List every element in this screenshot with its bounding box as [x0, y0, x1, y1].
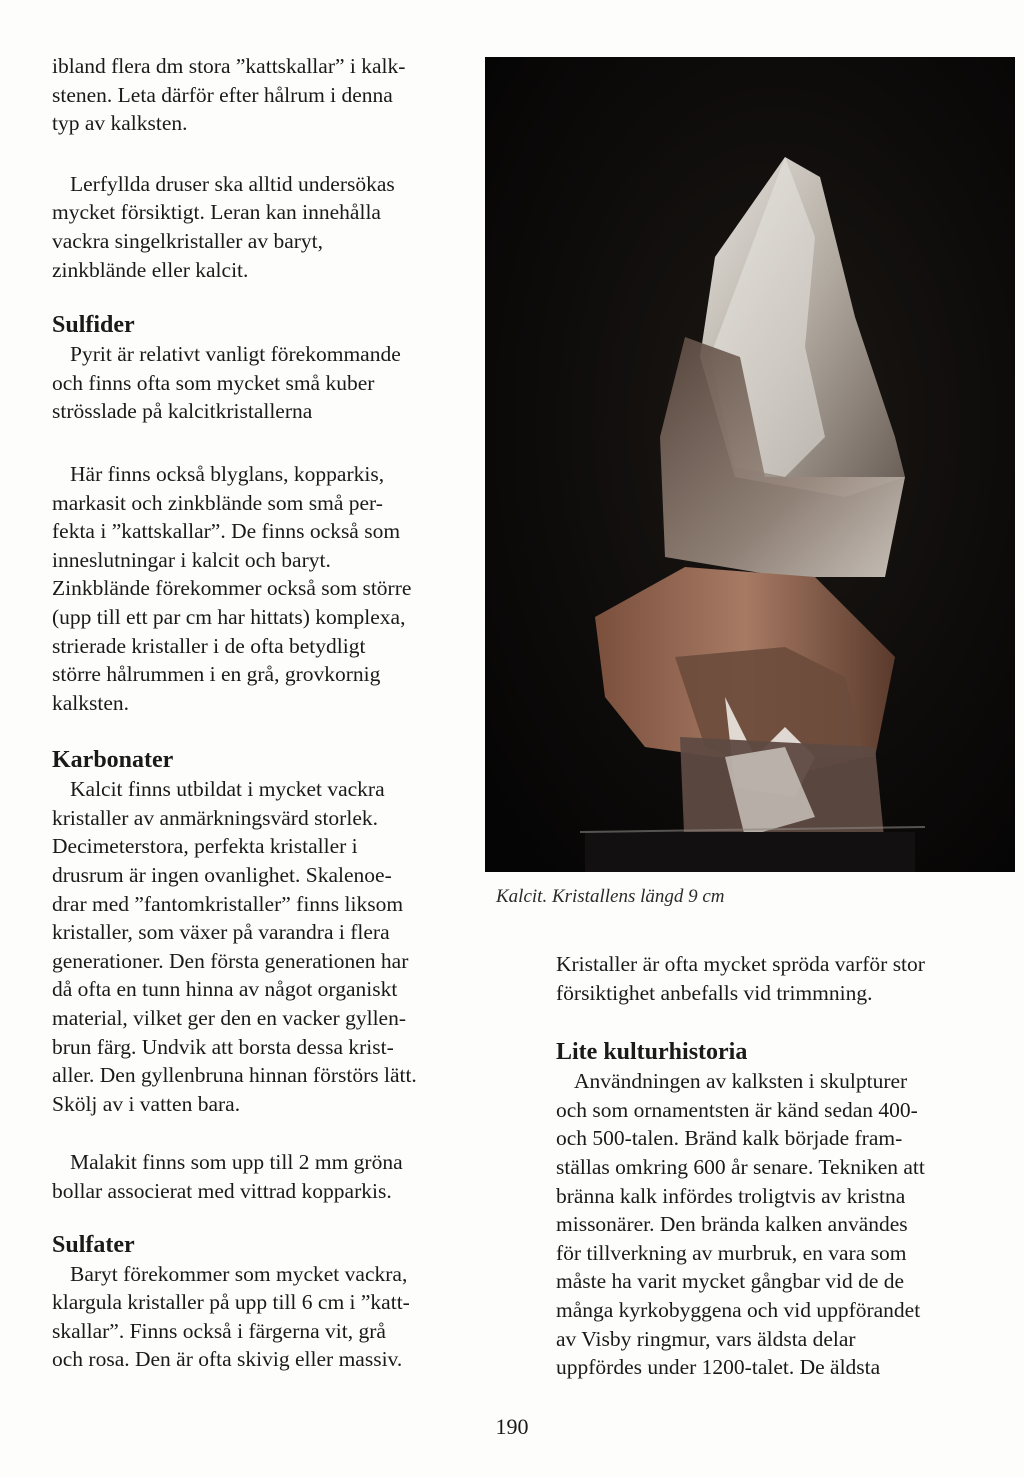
calcite-crystal-photo — [485, 57, 1015, 872]
paragraph-baryt — [52, 1260, 462, 1374]
left-column — [52, 52, 462, 1406]
text-line: Zinkblände förekommer också som större — [52, 576, 412, 601]
text-line: typ av kalksten. — [52, 111, 188, 136]
text-line: brun färg. Undvik att borsta dessa krist- — [52, 1034, 394, 1059]
text-line: vackra singelkristaller av baryt, — [52, 228, 324, 253]
text-line: bollar associerat med vittrad kopparkis. — [52, 1179, 392, 1203]
text-line: fekta i ”kattskallar”. De finns också som — [52, 519, 401, 544]
paragraph-kattskallar — [52, 52, 462, 138]
text-line: för tillverkning av murbruk, en vara som — [556, 1240, 907, 1265]
paragraph-blyglans — [52, 460, 462, 717]
text-line: drusrum är ingen ovanlighet. Skalenoe- — [52, 863, 392, 888]
text-line: Baryt förekommer som mycket vackra, — [70, 1261, 408, 1286]
text-line: av Visby ringmur, vars äldsta delar — [556, 1326, 856, 1351]
paragraph-pyrit — [52, 340, 462, 426]
paragraph-sproda — [556, 950, 996, 1007]
text-line: ställas omkring 600 år senare. Tekniken att — [556, 1154, 925, 1179]
text-line: Pyrit är relativt vanligt förekommande — [70, 342, 401, 367]
right-column — [556, 950, 996, 1414]
text-line: bränna kalk infördes troligtvis av kristna — [556, 1183, 906, 1208]
heading-karbonater: Karbonater — [52, 747, 174, 774]
text-line: skallar”. Finns också i färgerna vit, grå — [52, 1318, 386, 1343]
text-line: material, vilket ger den en vacker gyllen- — [52, 1006, 406, 1031]
text-line: större hålrummen i en grå, grovkornig — [52, 662, 381, 687]
text-line: (upp till ett par cm har hittats) komplexa, — [52, 604, 406, 629]
text-line: Här finns också blyglans, kopparkis, — [70, 461, 385, 486]
page-number: 190 — [495, 1414, 529, 1439]
text-line: strösslade på kalcitkristallerna — [52, 399, 313, 424]
paragraph-lerfyllda — [52, 170, 462, 284]
text-line: stenen. Leta därför efter hålrum i denna — [52, 82, 393, 107]
text-line: kristaller av anmärkningsvärd storlek. — [52, 805, 378, 830]
text-line: inneslutningar i kalcit och baryt. — [52, 547, 331, 572]
text-line: zinkblände eller kalcit. — [52, 257, 249, 282]
heading-sulfater: Sulfater — [52, 1231, 135, 1258]
text-line: då ofta en tunn hinna av något organiskt — [52, 977, 398, 1002]
text-line: försiktighet anbefalls vid trimmning. — [556, 980, 873, 1005]
paragraph-malakit — [52, 1148, 462, 1205]
text-line: Malakit finns som upp till 2 mm gröna — [70, 1150, 403, 1175]
text-line: klargula kristaller på upp till 6 cm i ”katt- — [52, 1290, 410, 1315]
text-line: markasit och zinkblände som små per- — [52, 490, 383, 515]
text-line: Decimeterstora, perfekta kristaller i — [52, 834, 358, 859]
text-line: och 500-talen. Bränd kalk började fram- — [556, 1126, 903, 1151]
text-line: uppfördes under 1200-talet. De äldsta — [556, 1355, 881, 1380]
text-line: mycket försiktigt. Leran kan innehålla — [52, 200, 381, 225]
paragraph-kalcit — [52, 775, 462, 1118]
text-line: strierade kristaller i de ofta betydligt — [52, 633, 366, 658]
crystal-illustration — [485, 57, 1015, 872]
text-line: och rosa. Den är ofta skivig eller massiv. — [52, 1347, 403, 1372]
text-line: kalksten. — [52, 690, 130, 715]
text-line: Lerfyllda druser ska alltid undersökas — [70, 171, 395, 196]
text-line: drar med ”fantomkristaller” finns liksom — [52, 891, 404, 916]
heading-sulfider: Sulfider — [52, 312, 135, 339]
text-line: Kristaller är ofta mycket spröda varför stor — [556, 952, 925, 976]
text-line: kristaller, som växer på varandra i flera — [52, 920, 390, 945]
text-line: Kalcit finns utbildat i mycket vackra — [70, 777, 385, 802]
text-line: Skölj av i vatten bara. — [52, 1091, 241, 1116]
text-line: missonärer. Den brända kalken användes — [556, 1212, 908, 1237]
text-line: Användningen av kalksten i skulpturer — [574, 1069, 908, 1094]
text-line: ibland flera dm stora ”kattskallar” i kalk- — [52, 54, 406, 78]
text-line: många kyrkobyggena och vid uppförandet — [556, 1297, 921, 1322]
text-line: aller. Den gyllenbruna hinnan förstörs lätt. — [52, 1063, 417, 1088]
paragraph-kalksten-historia — [556, 1067, 996, 1382]
text-line: och som ornamentsten är känd sedan 400- — [556, 1097, 918, 1122]
text-line: generationer. Den första generationen har — [52, 948, 409, 973]
heading-kulturhistoria: Lite kulturhistoria — [556, 1039, 748, 1066]
text-line: måste ha varit mycket gångbar vid de de — [556, 1269, 905, 1294]
text-line: och finns ofta som mycket små kuber — [52, 370, 375, 395]
photo-caption: Kalcit. Kristallens längd 9 cm — [496, 886, 725, 907]
